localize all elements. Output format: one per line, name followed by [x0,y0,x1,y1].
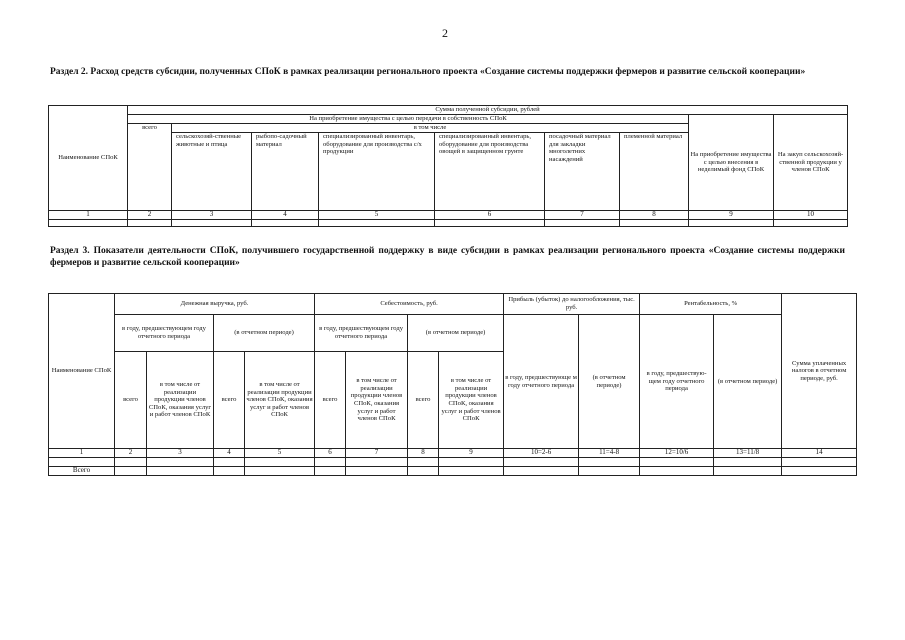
s3-colnum: 1 [49,449,115,458]
s3-revenue-prev-year: в году, предшествующем году отчетного периода [115,315,214,352]
s3-empty-cell [504,458,579,467]
s3-revenue-current: (в отчетном периоде) [214,315,315,352]
s2-col8-header: племенной материал [620,133,689,211]
s3-colnum: 4 [214,449,245,458]
s3-colnum: 11=4-8 [579,449,640,458]
s3-colnum: 3 [147,449,214,458]
s2-col10-header: На закуп сельскохозяй-ственной продукции у членов СПоК [774,115,848,211]
s3-colnum: 7 [346,449,408,458]
s3-empty-cell [408,467,439,476]
s3-profitability-header: Рентабельность, % [640,294,782,315]
s2-empty-cell [172,219,252,226]
s3-empty-cell [579,467,640,476]
s2-colnum: 9 [689,211,774,220]
s2-empty-cell [545,219,620,226]
s3-cost-prev-total: всего [315,352,346,449]
s3-cost-prev-incl: в том числе от реализации продукции членов СПоК, оказания услуг и работ членов СПоК [346,352,408,449]
s3-empty-cell [714,467,782,476]
s3-empty-cell [408,458,439,467]
s2-colnum: 3 [172,211,252,220]
s3-revenue-cur-incl: в том числе от реализации продукции членов СПоК, оказания услуг и работ членов СПоК [245,352,315,449]
s3-total-row-label: Всего [49,467,115,476]
s2-empty-cell [252,219,319,226]
s3-colnum: 9 [439,449,504,458]
s3-empty-cell [346,458,408,467]
s2-colnum: 10 [774,211,848,220]
section3-title: Раздел 3. Показатели деятельности СПоК, получившего государственной поддержку в виде субсидии в рамках реализации регионального проекта «Создание системы поддержки фермеров и развитие сельской кооперации» [50,246,845,268]
s3-empty-cell [245,458,315,467]
s2-col4-header: рыбопо-садочный материал [252,133,319,211]
s3-colnum: 2 [115,449,147,458]
s2-including-header: в том числе [172,124,689,133]
s2-empty-cell [435,219,545,226]
page-number: 2 [442,26,448,40]
s3-cost-current: (в отчетном периоде) [408,315,504,352]
s3-empty-cell [49,458,115,467]
s2-acquisition-header: На приобретение имущества с целью передачи в собственность СПоК [128,115,689,124]
s3-cost-prev-year: в году, предшествующем году отчетного периода [315,315,408,352]
s2-col3-header: сельскохозяй-ственные животные и птица [172,133,252,211]
s3-revenue-prev-total: всего [115,352,147,449]
s2-colnum: 5 [319,211,435,220]
s3-empty-cell [439,458,504,467]
s3-taxes-header: Сумма уплаченных налогов в отчетном периоде, руб. [782,294,857,449]
s3-profitability-current: (в отчетном периоде) [714,315,782,449]
section2-title: Раздел 2. Расход средств субсидии, полученных СПоК в рамках реализации регионального проекта «Создание системы поддержки фермеров и развитие сельской кооперации» [50,67,806,77]
s2-colnum: 7 [545,211,620,220]
s2-colnum: 6 [435,211,545,220]
s3-empty-cell [504,467,579,476]
s3-empty-cell [579,458,640,467]
s3-empty-cell [214,467,245,476]
s3-empty-cell [315,458,346,467]
s2-col7-header: посадочный материал для закладки многолетних насаждений [545,133,620,211]
s3-empty-cell [782,467,857,476]
s2-colnum: 8 [620,211,689,220]
s3-empty-cell [439,467,504,476]
s3-name-header: Наименование СПоК [49,294,115,449]
s3-cost-header: Себестоимость, руб. [315,294,504,315]
s3-profit-current: (в отчетном периоде) [579,315,640,449]
s3-colnum: 10=2-6 [504,449,579,458]
s3-empty-cell [115,458,147,467]
s3-revenue-header: Денежная выручка, руб. [115,294,315,315]
s3-colnum: 14 [782,449,857,458]
s2-colnum: 2 [128,211,172,220]
s3-colnum: 6 [315,449,346,458]
s2-colnum: 1 [49,211,128,220]
s3-profit-prev: в году, предшествующе м году отчетного периода [504,315,579,449]
s3-empty-cell [640,467,714,476]
s2-empty-cell [49,219,128,226]
s2-empty-cell [319,219,435,226]
s3-cost-cur-incl: в том числе от реализации продукции членов СПоК, оказания услуг и работ членов СПоК [439,352,504,449]
s2-empty-cell [128,219,172,226]
s3-empty-cell [147,467,214,476]
s3-empty-cell [315,467,346,476]
s3-colnum: 13=11/8 [714,449,782,458]
s3-colnum: 8 [408,449,439,458]
s3-cost-cur-total: всего [408,352,439,449]
s2-col6-header: специализированный инвентарь, оборудование для производства овощей в защищенном грунте [435,133,545,211]
s2-colnum: 4 [252,211,319,220]
s2-empty-cell [774,219,848,226]
s3-empty-cell [346,467,408,476]
section2-table [48,105,848,227]
s3-profitability-prev: в году, предшествую-щем году отчетного периода [640,315,714,449]
s3-empty-cell [115,467,147,476]
s2-empty-cell [620,219,689,226]
section3-table [48,293,857,476]
s3-revenue-cur-total: всего [214,352,245,449]
s2-empty-cell [689,219,774,226]
s3-empty-cell [782,458,857,467]
s3-colnum: 12=10/6 [640,449,714,458]
s3-empty-cell [640,458,714,467]
s2-sum-header: Сумма полученной субсидии, рублей [128,106,848,115]
s2-col5-header: специализированный инвентарь, оборудование для производства с/х продукции [319,133,435,211]
s3-empty-cell [245,467,315,476]
s3-colnum: 5 [245,449,315,458]
s3-empty-cell [714,458,782,467]
s3-empty-cell [214,458,245,467]
s2-col9-header: На приобретение имущества с целью внесения в неделимый фонд СПоК [689,115,774,211]
s3-profit-header: Прибыль (убыток) до налогообложения, тыс. руб. [504,294,640,315]
s2-total-header: всего [128,124,172,211]
s2-name-header: Наименование СПоК [49,106,128,211]
s3-revenue-prev-incl: в том числе от реализации продукции членов СПоК, оказания услуг и работ членов СПоК [147,352,214,449]
s3-empty-cell [147,458,214,467]
